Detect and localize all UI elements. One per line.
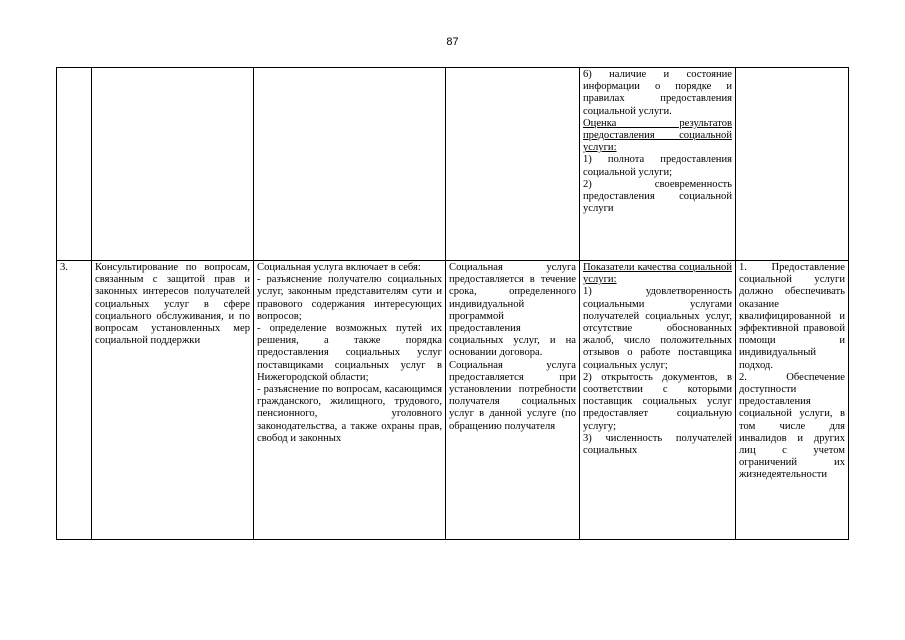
condition-item: 2. Обеспечение доступности предоставления социальной услуги, в том числе для инвалидов и других лиц с учетом ограничений их жизнедеятельности bbox=[739, 371, 845, 481]
description-line: Социальная услуга включает в себя: bbox=[257, 262, 421, 273]
cell-number: 3. bbox=[57, 261, 92, 540]
cell-terms-empty bbox=[446, 68, 580, 261]
description-line: - разъяснение по вопросам, касающимся гражданского, жилищного, трудового, пенсионного, уголовного законодательства, а также охраны прав, свобод и законных bbox=[257, 384, 442, 444]
quality-item: 1) удовлетворенность социальными услугами получателей социальных услуг, отсутствие обоснованных жалоб, число положительных отзывов о работе поставщика социальных услуг; bbox=[583, 286, 732, 371]
table-row-3 bbox=[57, 261, 849, 540]
terms-line: Социальная услуга предоставляется при установлении потребности получателя социальных услуг в данной услуге (по обращению получателя bbox=[449, 359, 576, 432]
table-row-continued bbox=[57, 68, 849, 261]
quality-item: 3) численность получателей социальных bbox=[583, 432, 732, 457]
cell-name-empty bbox=[92, 68, 254, 261]
cell-description-empty bbox=[254, 68, 446, 261]
cell-terms bbox=[446, 261, 580, 540]
cell-service-name bbox=[92, 261, 254, 540]
cell-quality-continued bbox=[580, 68, 736, 261]
condition-item: 1. Предоставление социальной услуги должно обеспечивать оказание квалифицированной и эффективной правовой помощи и индивидуальный подход. bbox=[739, 262, 845, 371]
description-line: - определение возможных путей их решения, а также порядка предоставления социальных услуг поставщиками социальных услуг в Нижегородской области; bbox=[257, 323, 442, 383]
cell-conditions-empty bbox=[736, 68, 849, 261]
quality-item: 6) наличие и состояние информации о порядке и правилах предоставления социальной услуги. bbox=[583, 69, 732, 117]
cell-description bbox=[254, 261, 446, 540]
service-name: Консультирование по вопросам, связанным с защитой прав и законных интересов получателей социальных услуг в сфере социального обслуживания, и по вопросам установленных мер социальной поддержки bbox=[95, 262, 250, 347]
quality-item: 2) открытость документов, в соответствии с которыми поставщик социальных услуг предоставляет социальную услугу; bbox=[583, 371, 732, 432]
cell-number-empty bbox=[57, 68, 92, 261]
terms-line: Социальная услуга предоставляется в течение срока, определенного индивидуальной программой предоставления социальных услуг, и на основании договора. bbox=[449, 262, 576, 359]
quality-heading: Показатели качества социальной услуги: bbox=[583, 262, 732, 286]
evaluation-heading: Оценка результатов предоставления социальной услуги: bbox=[583, 117, 732, 154]
page-number: 87 bbox=[446, 36, 459, 48]
evaluation-item: 1) полнота предоставления социальной услуги; bbox=[583, 154, 732, 178]
description-line: - разъяснение получателю социальных услуг, законным представителям сути и правового содержания интересующих вопросов; bbox=[257, 274, 442, 322]
services-table bbox=[56, 67, 849, 540]
cell-conditions bbox=[736, 261, 849, 540]
evaluation-item: 2) своевременность предоставления социальной услуги bbox=[583, 178, 732, 215]
cell-quality bbox=[580, 261, 736, 540]
